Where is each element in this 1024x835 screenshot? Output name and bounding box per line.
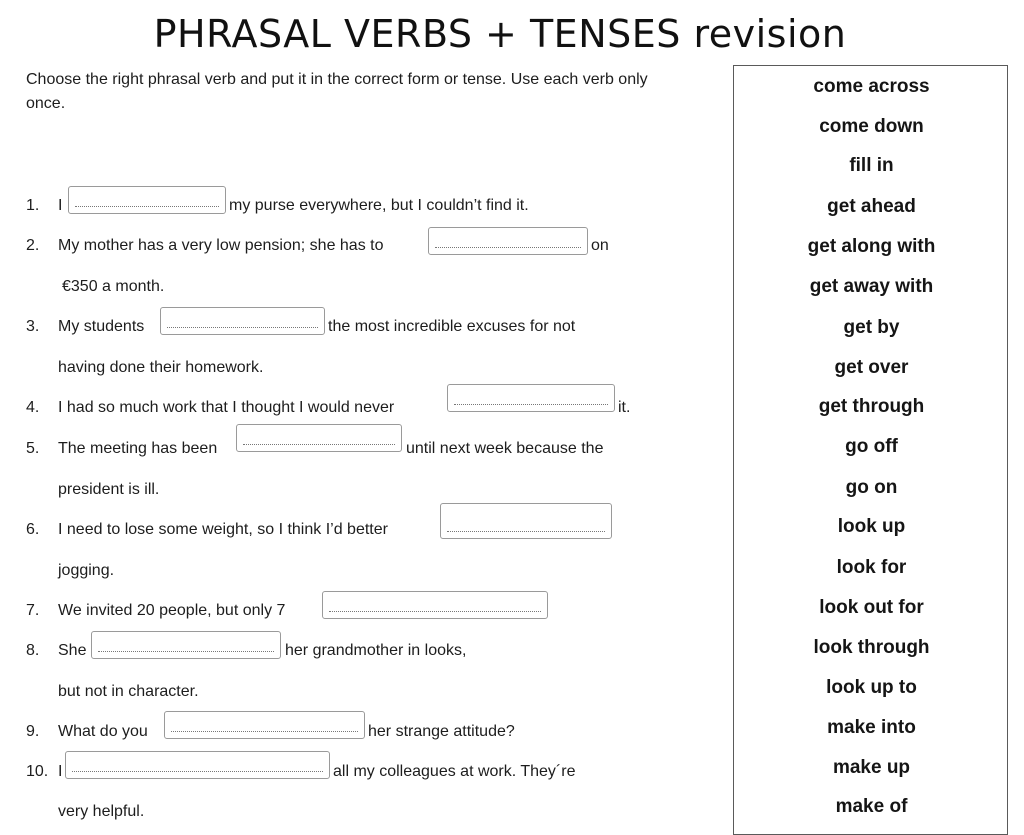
word-list-item: come down	[819, 116, 924, 137]
item-continuation: very helpful.	[58, 803, 145, 820]
word-list-item: look up	[837, 516, 906, 537]
item-text-before: I	[58, 763, 63, 780]
item-number: 6.	[26, 521, 40, 538]
word-list-item: go off	[845, 436, 898, 457]
item-text-before: My students	[58, 318, 145, 335]
item-text-before: What do you	[58, 723, 148, 740]
item-text-after: on	[591, 237, 609, 254]
answer-blank-10[interactable]	[65, 751, 330, 779]
item-number: 5.	[26, 440, 40, 457]
answer-blank-7[interactable]	[322, 591, 548, 619]
item-text-after: until next week because the	[406, 440, 604, 457]
word-list-item: look up to	[826, 677, 917, 698]
item-number: 8.	[26, 642, 40, 659]
item-text-after: it.	[618, 399, 631, 416]
item-text-after: her grandmother in looks,	[285, 642, 467, 659]
word-list-item: get along with	[807, 236, 936, 257]
worksheet-title: PHRASAL VERBS + TENSES revision	[153, 12, 847, 56]
item-continuation: president is ill.	[58, 481, 160, 498]
word-list-item: go on	[845, 477, 898, 498]
word-list-item: look for	[836, 557, 907, 578]
item-number: 9.	[26, 723, 40, 740]
answer-blank-5[interactable]	[236, 424, 402, 452]
word-list-item: get over	[834, 357, 909, 378]
phrasal-verb-word-box	[733, 65, 1008, 835]
answer-blank-3[interactable]	[160, 307, 325, 335]
item-number: 3.	[26, 318, 40, 335]
word-list-item: make of	[835, 796, 908, 817]
answer-blank-6[interactable]	[440, 503, 612, 539]
item-text-before: I had so much work that I thought I would never	[58, 399, 395, 416]
answer-blank-4[interactable]	[447, 384, 615, 412]
item-text-after: the most incredible excuses for not	[328, 318, 576, 335]
item-text-before: I	[58, 197, 63, 214]
item-text-before: I need to lose some weight, so I think I’d better	[58, 521, 388, 538]
item-text-before: We invited 20 people, but only 7	[58, 602, 286, 619]
answer-blank-2[interactable]	[428, 227, 588, 255]
word-list-item: look through	[813, 637, 930, 658]
item-continuation: €350 a month.	[62, 278, 165, 295]
word-list-item: get by	[843, 317, 900, 338]
item-text-after: my purse everywhere, but I couldn’t find it.	[229, 197, 529, 214]
word-list-item: look out for	[819, 597, 924, 618]
item-text-before: The meeting has been	[58, 440, 218, 457]
item-text-before: She	[58, 642, 87, 659]
word-list-item: get ahead	[827, 196, 916, 217]
item-text-before: My mother has a very low pension; she has to	[58, 237, 384, 254]
word-list-item: come across	[813, 76, 930, 97]
answer-blank-9[interactable]	[164, 711, 365, 739]
word-list-item: make up	[832, 757, 911, 778]
answer-blank-1[interactable]	[68, 186, 226, 214]
item-text-after: all my colleagues at work. They´re	[333, 763, 576, 780]
word-list-item: get through	[818, 396, 925, 417]
item-number: 7.	[26, 602, 40, 619]
item-continuation: having done their homework.	[58, 359, 264, 376]
word-list-item: fill in	[849, 155, 894, 176]
item-number: 2.	[26, 237, 40, 254]
item-continuation: but not in character.	[58, 683, 199, 700]
item-continuation: jogging.	[58, 562, 115, 579]
item-number: 4.	[26, 399, 40, 416]
item-text-after: her strange attitude?	[368, 723, 515, 740]
word-list-item: get away with	[809, 276, 934, 297]
word-list-item: make into	[827, 717, 916, 738]
instructions: Choose the right phrasal verb and put it in the correct form or tense. Use each verb only once.	[26, 71, 648, 112]
item-number: 1.	[26, 197, 40, 214]
item-number: 10.	[26, 763, 49, 780]
answer-blank-8[interactable]	[91, 631, 281, 659]
